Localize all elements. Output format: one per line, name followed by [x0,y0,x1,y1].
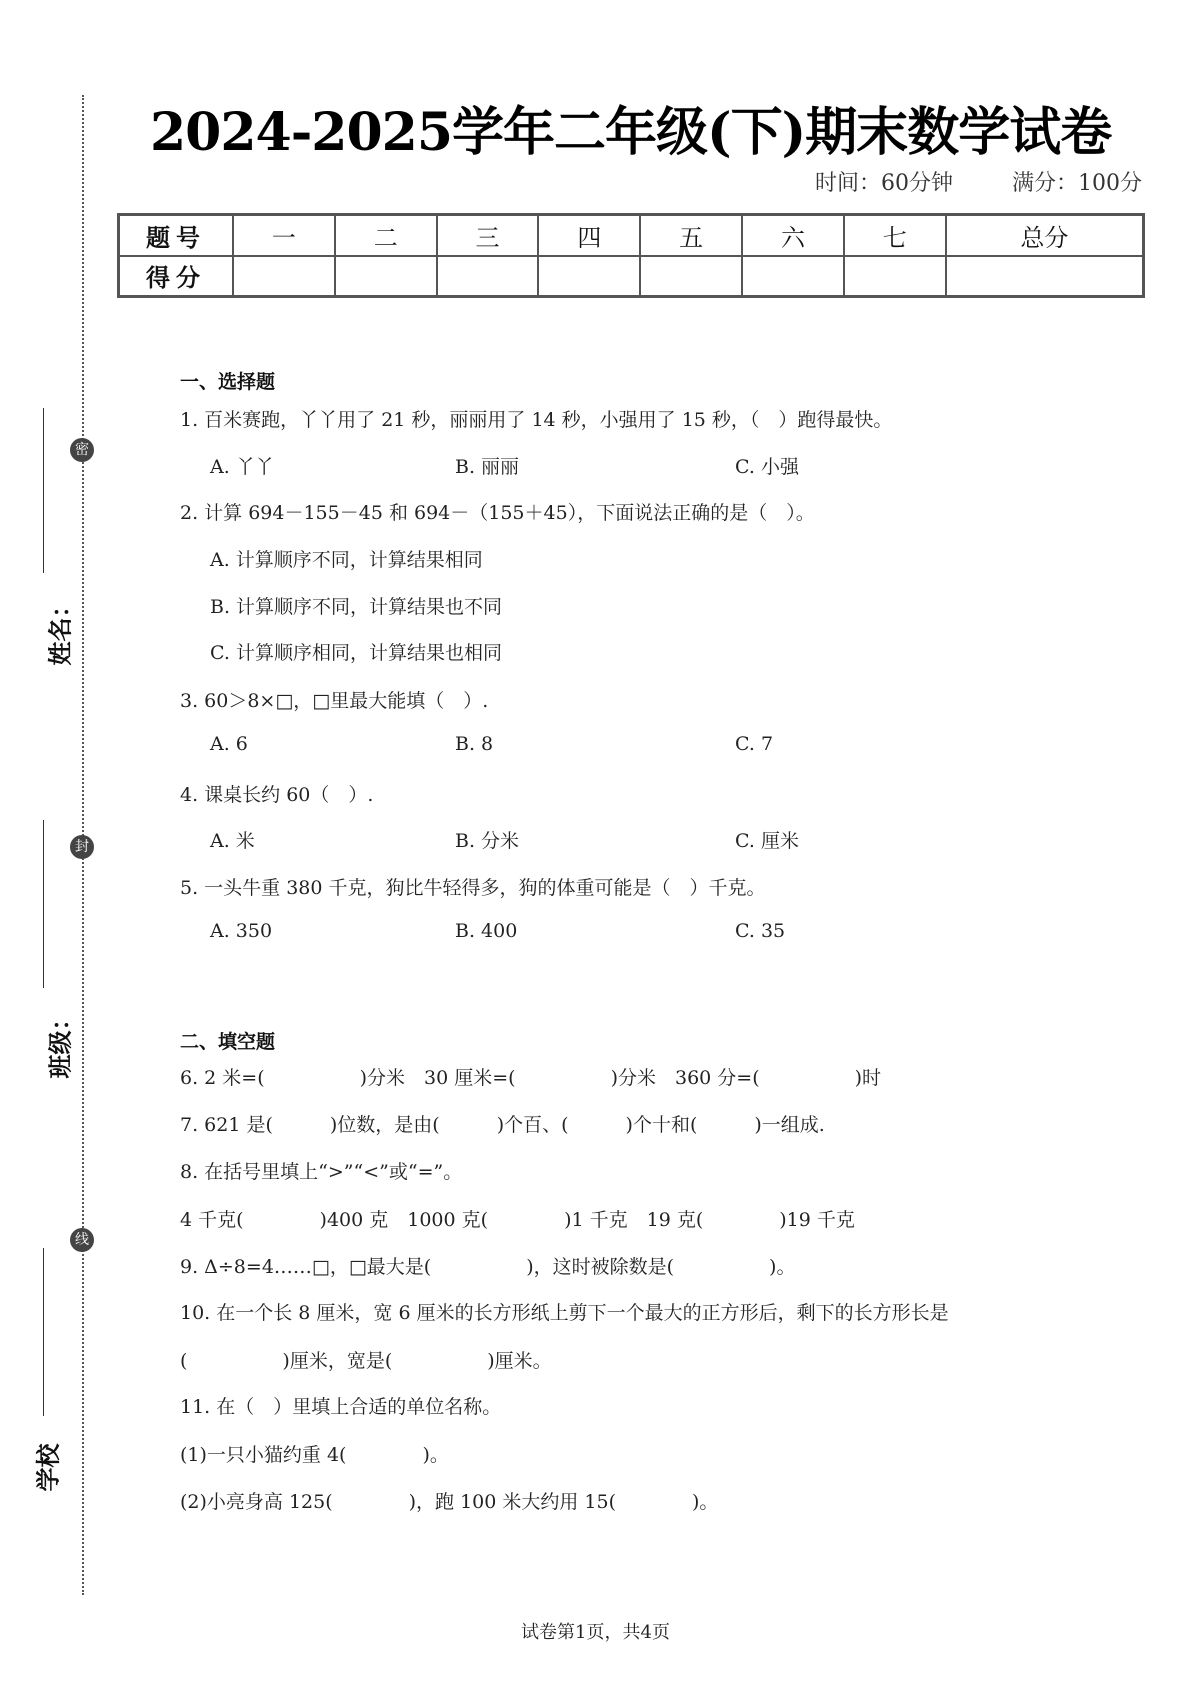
section-title-choice: 一、选择题 [180,371,276,393]
option-1a: A. 丫丫 [210,456,274,478]
option-3a: A. 6 [210,733,248,755]
score-cell-5[interactable] [640,256,742,297]
score-table-col-4: 四 [538,215,640,256]
score-table-col-3: 三 [437,215,539,256]
option-5b: B. 400 [455,920,518,942]
option-1c: C. 小强 [735,456,799,478]
exam-full-score: 满分：100分 [1012,171,1142,196]
question-11: 11. 在（ ）里填上合适的单位名称。 [180,1396,502,1418]
score-table [117,213,1145,298]
score-table-col-7: 七 [844,215,946,256]
question-6: 6. 2 米=( )分米 30 厘米=( )分米 360 分=( )时 [180,1067,882,1089]
question-10-cont: ( )厘米，宽是( )厘米。 [180,1350,552,1372]
score-table-row-label: 得分 [119,256,234,297]
question-4: 4. 课桌长约 60（ ）. [180,784,374,806]
question-8: 8. 在括号里填上“>”“<”或“=”。 [180,1161,463,1183]
score-table-row-label: 题号 [119,215,234,256]
page-number: 试卷第1页，共4页 [521,1622,670,1643]
score-table-col-6: 六 [742,215,844,256]
score-table-col-5: 五 [640,215,742,256]
score-cell-total[interactable] [946,256,1144,297]
score-table-score-row [119,256,1144,297]
score-cell-4[interactable] [538,256,640,297]
score-cell-3[interactable] [437,256,539,297]
option-4c: C. 厘米 [735,830,799,852]
option-2a: A. 计算顺序不同，计算结果相同 [210,549,483,571]
score-cell-6[interactable] [742,256,844,297]
score-table-col-total: 总分 [946,215,1144,256]
score-table-header-row [119,215,1144,256]
seal-feng-icon: 封 [70,835,94,859]
question-11-1: (1)一只小猫约重 4( )。 [180,1444,449,1466]
option-4a: A. 米 [210,830,255,852]
option-2c: C. 计算顺序相同，计算结果也相同 [210,642,502,664]
question-8-items: 4 千克( )400 克 1000 克( )1 千克 19 克( )19 千克 [180,1209,855,1231]
option-5c: C. 35 [735,920,786,942]
question-9: 9. Δ÷8=4……□，□最大是( )，这时被除数是( )。 [180,1256,796,1278]
score-table-col-2: 二 [335,215,437,256]
seal-xian-icon: 线 [70,1228,94,1252]
score-cell-1[interactable] [233,256,335,297]
option-4b: B. 分米 [455,830,520,852]
score-table-col-1: 一 [233,215,335,256]
option-2b: B. 计算顺序不同，计算结果也不同 [210,596,503,618]
seal-mi-icon: 密 [70,438,94,462]
option-3c: C. 7 [735,733,774,755]
question-10: 10. 在一个长 8 厘米，宽 6 厘米的长方形纸上剪下一个最大的正方形后，剩下的长方形长是 [180,1302,949,1324]
school-field-label: 学校 [34,1443,63,1492]
question-2: 2. 计算 694－155－45 和 694－（155＋45），下面说法正确的是（ ）。 [180,502,815,524]
class-field-line[interactable] [43,820,44,988]
question-1: 1. 百米赛跑，丫丫用了 21 秒，丽丽用了 14 秒，小强用了 15 秒，（ ）跑得最快。 [180,409,893,431]
question-5: 5. 一头牛重 380 千克，狗比牛轻得多，狗的体重可能是（ ）千克。 [180,877,766,899]
exam-time: 时间：60分钟 [815,171,953,196]
section-title-fill: 二、填空题 [180,1031,276,1053]
question-7: 7. 621 是( )位数，是由( )个百、( )个十和( )一组成. [180,1114,825,1136]
exam-title: 2024-2025学年二年级(下)期末数学试卷 [150,102,1112,163]
name-field-line[interactable] [43,408,44,573]
name-field-label: 姓名： [46,593,75,666]
question-11-2: (2)小亮身高 125( )，跑 100 米大约用 15( )。 [180,1491,719,1513]
class-field-label: 班级： [46,1006,75,1079]
option-5a: A. 350 [210,920,273,942]
question-3: 3. 60＞8×□，□里最大能填（ ）. [180,690,489,712]
school-field-line[interactable] [43,1248,44,1416]
option-3b: B. 8 [455,733,494,755]
score-cell-2[interactable] [335,256,437,297]
option-1b: B. 丽丽 [455,456,520,478]
score-cell-7[interactable] [844,256,946,297]
